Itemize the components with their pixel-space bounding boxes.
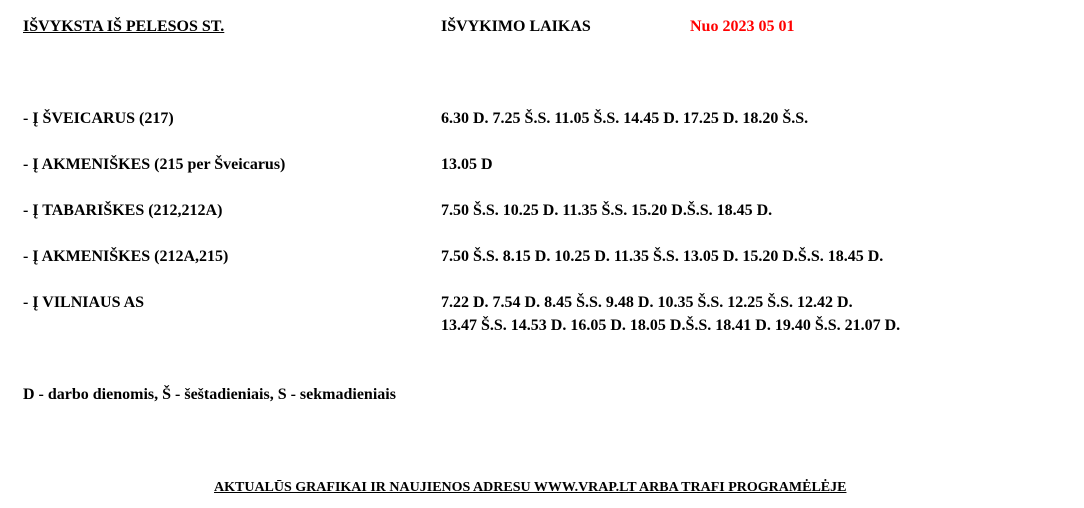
departure-stop-heading: IŠVYKSTA IŠ PELESOS ST. xyxy=(23,18,225,35)
route-times-tabariskes: 7.50 Š.S. 10.25 D. 11.35 Š.S. 15.20 D.Š.S. 18.45 D. xyxy=(441,202,773,219)
route-times-vilniaus-as-line2: 13.47 Š.S. 14.53 D. 16.05 D. 18.05 D.Š.S. 18.41 D. 19.40 Š.S. 21.07 D. xyxy=(441,317,901,334)
route-name-sveicarus: - Į ŠVEICARUS (217) xyxy=(23,110,174,127)
route-times-akmeniskes-215: 13.05 D xyxy=(441,156,493,173)
footer-notice: AKTUALŪS GRAFIKAI IR NAUJIENOS ADRESU WWW.VRAP.LT ARBA TRAFI PROGRAMĖLĖJE xyxy=(214,480,847,495)
legend: D - darbo dienomis, Š - šeštadieniais, S - sekmadieniais xyxy=(23,386,396,403)
valid-from-date: Nuo 2023 05 01 xyxy=(690,18,795,35)
route-times-vilniaus-as-line1: 7.22 D. 7.54 D. 8.45 Š.S. 9.48 D. 10.35 Š.S. 12.25 Š.S. 12.42 D. xyxy=(441,294,853,311)
route-name-akmeniskes-215: - Į AKMENIŠKES (215 per Šveicarus) xyxy=(23,156,286,173)
route-times-akmeniskes-212a: 7.50 Š.S. 8.15 D. 10.25 D. 11.35 Š.S. 13.05 D. 15.20 D.Š.S. 18.45 D. xyxy=(441,248,884,265)
route-name-akmeniskes-212a: - Į AKMENIŠKES (212A,215) xyxy=(23,248,229,265)
route-times-sveicarus: 6.30 D. 7.25 Š.S. 11.05 Š.S. 14.45 D. 17.25 D. 18.20 Š.S. xyxy=(441,110,809,127)
departure-time-heading: IŠVYKIMO LAIKAS xyxy=(441,18,591,35)
route-name-vilniaus-as: - Į VILNIAUS AS xyxy=(23,294,145,311)
route-name-tabariskes: - Į TABARIŠKES (212,212A) xyxy=(23,202,223,219)
